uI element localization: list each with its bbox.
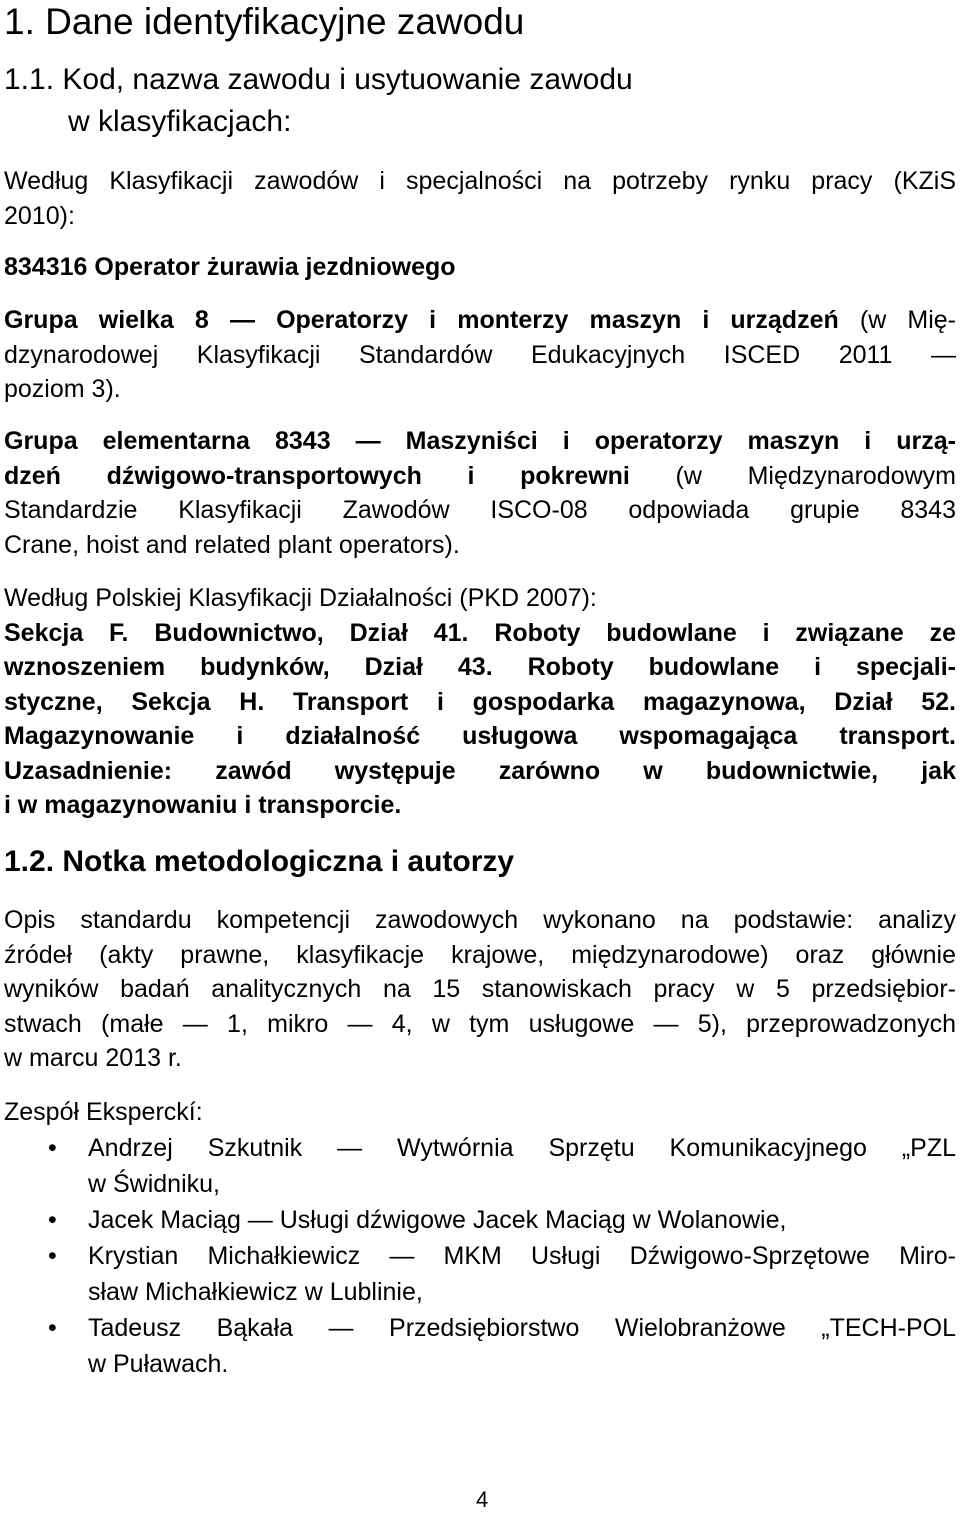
text-line: w marcu 2013 r.: [4, 1044, 182, 1072]
text-line: Uzasadnienie: zawód występuje zarówno w budownictwie, jak: [4, 756, 956, 785]
methodology-paragraph: [4, 903, 956, 1076]
text-line: dzynarodowej Klasyfikacji Standardów Edukacyjnych ISCED 2011 —: [4, 340, 956, 369]
text-line: styczne, Sekcja H. Transport i gospodarka magazynowa, Dział 52.: [4, 687, 956, 716]
text-line: stwach (małe — 1, mikro — 4, w tym usługowe — 5), przeprowadzonych: [4, 1009, 956, 1038]
subsection-heading-line2: w klasyfikacjach:: [68, 105, 292, 138]
bullet-icon: •: [48, 1206, 57, 1234]
unit-group-paragraph: [4, 424, 956, 562]
text-line: wznoszeniem budynków, Dział 43. Roboty budowlane i specjali-: [4, 653, 956, 681]
major-group-paragraph: [4, 303, 956, 407]
text-line: Sekcja F. Budownictwo, Dział 41. Roboty budowlane i związane ze: [4, 618, 956, 647]
text-line: 2010):: [4, 201, 75, 230]
subsection-heading: 1.2. Notka metodologiczna i autorzy: [4, 845, 515, 878]
pkd-paragraph: [4, 581, 956, 823]
text-line: Według Polskiej Klasyfikacji Działalności (PKD 2007):: [4, 584, 597, 612]
text-line: sław Michałkiewicz w Lublinie,: [88, 1278, 423, 1306]
text-line: źródeł (akty prawne, klasyfikacje krajowe, międzynarodowe) oraz głównie: [4, 940, 956, 969]
bullet-icon: •: [48, 1242, 57, 1270]
bullet-icon: •: [48, 1134, 57, 1162]
text-line: dzeń dźwigowo-transportowych i pokrewni (w Międzynarodowym: [4, 461, 956, 490]
text-line: Krystian Michałkiewicz — MKM Usługi Dźwigowo-Sprzętowe Miro-: [88, 1242, 956, 1270]
text-line: Opis standardu kompetencji zawodowych wykonano na podstawie: analizy: [4, 906, 956, 934]
text-line: Standardzie Klasyfikacji Zawodów ISCO-08 odpowiada grupie 8343: [4, 496, 956, 524]
page-number: 4: [476, 1487, 489, 1512]
text-line: Tadeusz Bąkała — Przedsiębiorstwo Wielobranżowe „TECH-POL: [88, 1314, 956, 1342]
text-line: i w magazynowaniu i transporcie.: [4, 791, 402, 819]
text-line: Według Klasyfikacji zawodów i specjalności na potrzeby rynku pracy (KZiS: [4, 167, 956, 195]
text-line: w Świdniku,: [88, 1170, 220, 1198]
text-line: Grupa elementarna 8343 — Maszyniści i operatorzy maszyn i urzą-: [4, 427, 956, 455]
text-line: Andrzej Szkutnik — Wytwórnia Sprzętu Komunikacyjnego „PZL: [88, 1134, 956, 1162]
subsection-heading-line1: 1.1. Kod, nazwa zawodu i usytuowanie zawodu: [4, 63, 633, 96]
text-line: poziom 3).: [4, 375, 121, 403]
kzis-paragraph: [4, 164, 956, 233]
expert-team-label: Zespół Eksperckí:: [4, 1098, 203, 1126]
text-line: w Puławach.: [88, 1350, 229, 1378]
text-line: wyników badań analitycznych na 15 stanowiskach pracy w 5 przedsiębior-: [4, 975, 956, 1003]
text-line: Magazynowanie i działalność usługowa wspomagająca transport.: [4, 722, 956, 750]
section-heading: 1. Dane identyfikacyjne zawodu: [4, 1, 525, 42]
text-line: Jacek Maciąg — Usługi dźwigowe Jacek Maciąg w Wolanowie,: [88, 1206, 787, 1234]
text-line: Crane, hoist and related plant operators).: [4, 530, 460, 559]
text-line: Grupa wielka 8 — Operatorzy i monterzy maszyn i urządzeń (w Mię-: [4, 306, 957, 334]
bullet-icon: •: [48, 1314, 57, 1342]
occupation-code-line: 834316 Operator żurawia jezdniowego: [4, 253, 456, 281]
